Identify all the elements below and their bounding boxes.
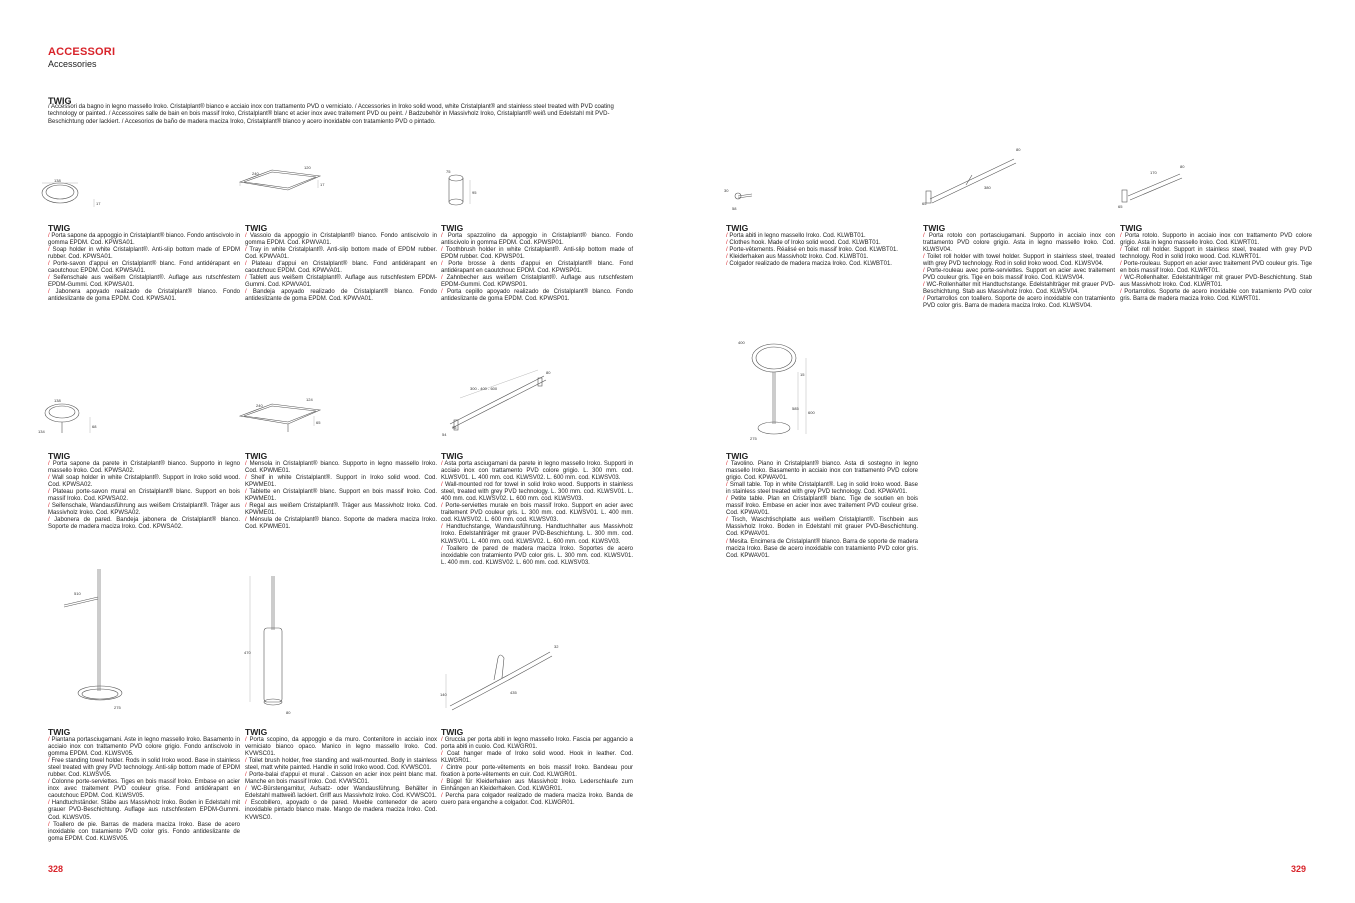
desc-it: Asta porta asciugamani da parete in legno massello Iroko. Supporti in acciaio inox con trattamento PVD colore grigio. L. 300 mm. cod. KLWSV01. L. 400 mm. cod. KLWSV02. L. 600 mm. cod. KLWSV03. xyxy=(441,461,633,482)
desc-fr: Porte brosse à dents d'appui en Cristalplant® blanc. Fond antidérapant en caoutchouc EPDM. Cod. KPWSP01. xyxy=(441,261,634,275)
drawing-toothbrush-holder xyxy=(440,168,490,213)
dim-label: 510 xyxy=(74,591,81,596)
dim-label: 65 xyxy=(922,201,927,206)
desc-fr: Petite table. Plan en Cristalplant® blanc. Tige de soutien en bois massif Iroko. Embase en acier inox avec traitement PVD couleur grise. Cod. KPWAV01. xyxy=(726,496,918,517)
desc-de: WC-Bürstengarnitur, Aufsatz- oder Wandausführung. Behälter in Edelstahl mattweiß lackiert. Griff aus Massivholz Iroko. Cod. KVWSC01. xyxy=(245,786,437,800)
product-title: TWIG xyxy=(726,223,749,233)
desc-de: Handtuchständer. Stäbe aus Massivholz Iroko. Boden in Edelstahl mit grauer PVD-Beschichtung. Auflage aus rutschfestem EPDM-Gummi. Cod. KLWSV05. xyxy=(48,800,240,821)
dim-label: 32 xyxy=(554,644,559,649)
desc-fr: Tablette en Cristalplant® blanc. Support en bois massif Iroko. Cod. KPWME01. xyxy=(245,489,437,503)
dim-label: 68 xyxy=(92,424,97,429)
dim-label: 75 xyxy=(446,169,451,174)
desc-en: Wall soap holder in white Cristalplant®. Support in Iroko solid wood. Cod. KPWSA02. xyxy=(48,475,241,489)
desc-en: Shelf in white Cristalplant®. Support in Iroko solid wood. Cod. KPWME01. xyxy=(245,475,437,489)
dim-label: 380 xyxy=(984,185,991,190)
page-number-left: 328 xyxy=(48,864,64,874)
product-title: TWIG xyxy=(923,223,946,233)
desc-fr: Plateau porte-savon mural en Cristalplant® blanc. Support en bois massif Iroko. Cod. KPWSA02. xyxy=(48,489,241,503)
desc-it: Porta sapone da appoggio in Cristalplant® bianco. Fondo antiscivolo in gomma EPDM. Cod. KPWSA01. xyxy=(48,233,240,247)
dim-label: 54 xyxy=(442,432,447,437)
desc-it: Tavolino. Piano in Cristalplant® bianco. Asta di sostegno in legno massello Iroko. Basamento in acciaio inox con trattamento PVD colore grigio. Cod. KPWAV01. xyxy=(726,461,918,482)
product-sc01: TWIG / Porta scopino, da appoggio e da muro. Contenitore in acciaio inox verniciato bianco opaco. Manico in legno massello Iroko. Cod. KVWSC01. / Toilet brush holder, free standing and wall-mounted. Body in stainless steel, matt white painted. Handle in solid Iroko wood. Cod. KVWSC01. / Porte-balai d'appui et mural . Caisson en acier inox peint blanc mat. Manche en bois massif Iroko. Cod. KVWSC01. / WC-Bürstengarnitur, Aufsatz- oder Wandausführung. Behälter in Edelstahl mattweiß lackiert. Griff aus Massivholz Iroko. Cod. KVWSC01. / Escobillero, apoyado o de pared. Mueble contenedor de acero inoxidable pintado blanco mate. Mango de madera maciza Iroko. Cod. KVWSC0. xyxy=(245,727,438,821)
dim-label: 30 xyxy=(724,188,729,193)
product-gr01: TWIG / Gruccia per porta abiti in legno massello Iroko. Fascia per aggancio a porta abiti in cuoio. Cod. KLWGR01. / Coat hanger made of Iroko solid wood. Hook in leather. Cod. KLWGR01. / Cintre pour porte-vêtements en bois massif Iroko. Bandeau pour fixation à porte-vêtements en cuir. Cod. KLWGR01. / Bügel für Kleiderhaken aus Massivholz Iroko. Lederschlaufe zum Einhängen an Kleiderhaken. Cod. KLWGR01. / Percha para colgador realizado de madera maciza Iroko. Banda de cuero para enganche a colgador. Cod. KLWGR01. xyxy=(441,727,633,807)
intro-text: / Accessori da bagno in legno massello Iroko. Cristalplant® bianco e acciaio inox con trattamento PVD o verniciato. / Accessories in Iroko solid wood, white Cristalplant® and stainless steel treated with PVD coating technology or painted. / Accessoires salle de bain en bois massif Iroko, Cristalplant® blanc et acier inox avec traitement PVD ou peint. / Badzubehör in Massivholz Iroko, Cristalplant® weiß und Edelstahl mit PVD-Beschichtung oder lackiert. / Accesorios de baño de madera maciza Iroko, Cristalplant® blanco y acero inoxidable con tratamiento PVD o pintado. xyxy=(48,104,614,125)
desc-fr: Porte-balai d'appui et mural . Caisson en acier inox peint blanc mat. Manche en bois massif Iroko. Cod. KVWSC01. xyxy=(245,772,437,786)
dim-label: 80 xyxy=(286,710,291,715)
desc-es: Mesita. Encimera de Cristalplant® blanco. Barra de soporte de madera maciza Iroko. Base de acero inoxidable con tratamiento PVD color gris. Cod. KPWAV01. xyxy=(726,538,918,559)
product-title: TWIG xyxy=(245,451,268,461)
desc-en: Toilet brush holder, free standing and wall-mounted. Body in stainless steel, matt white painted. Handle in solid Iroko wood. Cod. KVWSC01. xyxy=(245,758,438,772)
drawing-clothes-hook xyxy=(722,184,772,214)
desc-en: Small table. Top in white Cristalplant®. Leg in solid Iroko wood. Base in stainless steel treated with grey PVD technology. Cod. KPWAV01. xyxy=(726,482,918,496)
product-title: TWIG xyxy=(726,451,749,461)
dim-label: 120 xyxy=(304,165,311,170)
desc-en: Tray in white Cristalplant®. Anti-slip bottom made of EPDM rubber. Cod. KPWVA01. xyxy=(245,247,438,261)
dim-label: 138 xyxy=(54,178,61,183)
desc-en: Free standing towel holder. Rods in solid Iroko wood. Base in stainless steel treated with grey PVD technology. Anti-slip bottom made of EPDM rubber. Cod. KLWSV05. xyxy=(48,758,240,779)
desc-fr: Porte-serviettes murale en bois massif Iroko. Support en acier avec traitement PVD couleur gris. L. 300 mm. cod. KLWSV01. L. 400 mm. cod. KLWSV02. L. 600 mm. cod. KLWSV03. xyxy=(441,503,633,524)
desc-es: Toallero de pared de madera maciza Iroko. Soportes de acero inoxidable con tratamiento PVD color gris. L. 300 mm. cod. KLWSV01. L. 400 mm. cod. KLWSV02. L. 600 mm. cod. KLWSV03. xyxy=(441,545,634,566)
dim-label: 80 xyxy=(546,370,551,375)
desc-en: Soap holder in white Cristalplant®. Anti-slip bottom made of EPDM rubber. Cod. KPWSA01. xyxy=(48,247,240,261)
dim-label: 15 xyxy=(800,372,805,377)
dim-label: 140 xyxy=(440,692,447,697)
desc-fr: Porte-vêtements. Réalisé en bois massif Iroko. Cod. KLWBT01. xyxy=(729,247,898,254)
product-sv03: TWIG / Asta porta asciugamani da parete in legno massello Iroko. Supporti in acciaio inox con trattamento PVD colore grigio. L. 300 mm. cod. KLWSV01. L. 400 mm. cod. KLWSV02. L. 600 mm. cod. KLWSV03. / Wall-mounted rod for towel in solid Iroko wood. Supports in stainless steel, treated with grey PVD technology. L. 300 mm. cod. KLWSV01. L. 400 mm. cod. KLWSV02. L. 600 mm. cod. KLWSV03. / Porte-serviettes murale en bois massif Iroko. Support en acier avec traitement PVD couleur gris. L. 300 mm. cod. KLWSV01. L. 400 mm. cod. KLWSV02. L. 600 mm. cod. KLWSV03. / Handtuchstange, Wandausführung. Handtuchhalter aus Massivholz Iroko. Edelstahlträger mit grauer PVD-Beschichtung. L. 300 mm. cod. KLWSV01. L. 400 mm. cod. KLWSV02. L. 600 mm. cod. KLWSV03. / Toallero de pared de madera maciza Iroko. Soportes de acero inoxidable con tratamiento PVD color gris. L. 300 mm. cod. KLWSV01. L. 400 mm. cod. KLWSV02. L. 600 mm. cod. KLWSV03. xyxy=(441,451,634,566)
desc-de: Seifenschale, Wandausführung aus weißem Cristalplant®. Träger aus Massivholz Iroko. Cod. KPWSA02. xyxy=(48,503,240,517)
dim-label: 600 xyxy=(808,410,815,415)
dim-label: 275 xyxy=(750,436,757,441)
desc-en: Coat hanger made of Iroko solid wood. Hook in leather. Cod. KLWGR01. xyxy=(441,751,633,765)
desc-de: Kleiderhaken aus Massivholz Iroko. Cod. KLWBT01. xyxy=(729,254,869,261)
product-sa02: TWIG / Porta sapone da parete in Cristalplant® bianco. Supporto in legno massello Iroko. Cod. KPWSA02. / Wall soap holder in white Cristalplant®. Support in Iroko solid wood. Cod. KPWSA02. / Plateau porte-savon mural en Cristalplant® blanc. Support en bois massif Iroko. Cod. KPWSA02. / Seifenschale, Wandausführung aus weißem Cristalplant®. Träger aus Massivholz Iroko. Cod. KPWSA02. / Jabonera de pared. Bandeja jabonera de Cristalplant® blanco. Soporte de madera maciza Iroko. Cod. KPWSA02. xyxy=(48,451,241,531)
drawing-shelf xyxy=(232,392,327,437)
desc-de: Seifenschale aus weißem Cristalplant®. Auflage aus rutschfestem EPDM-Gummi. Cod. KPWSA01. xyxy=(48,275,240,289)
dim-label: 65 xyxy=(1118,204,1123,209)
desc-en: Toilet roll holder. Support in stainless steel, treated with grey PVD technology. Rod in solid Iroko wood. Cod. KLWRT01. xyxy=(1120,247,1312,261)
dim-label: 17 xyxy=(96,201,101,206)
product-kva01: TWIG / Vassoio da appoggio in Cristalplant® bianco. Fondo antiscivolo in gomma EPDM. Cod. KPWVA01. / Tray in white Cristalplant®. Anti-slip bottom made of EPDM rubber. Cod. KPWVA01. / Plateau d'appui en Cristalplant® blanc. Fond antidérapant en caoutchouc EPDM. Cod. KPWVA01. / Tablett aus weißem Cristalplant®. Auflage aus rutschfestem EPDM-Gummi. Cod. KPWVA01. / Bandeja apoyado realizado de Cristalplant® blanco. Fondo antideslizante de goma EPDM. Cod. KPWVA01. xyxy=(245,223,438,303)
desc-de: Bügel für Kleiderhaken aus Massivholz Iroko. Lederschlaufe zum Einhängen an Kleiderhaken. Cod. KLWGR01. xyxy=(441,779,633,793)
dim-label: 17 xyxy=(320,182,325,187)
dim-label: 585 xyxy=(792,406,799,411)
dim-label: 275 xyxy=(114,705,121,710)
product-rt01: TWIG / Porta rotolo. Supporto in acciaio inox con trattamento PVD colore grigio. Asta in legno massello Iroko. Cod. KLWRT01. / Toilet roll holder. Support in stainless steel, treated with grey PVD technology. Rod in solid Iroko wood. Cod. KLWRT01. / Porte-rouleau. Support en acier avec traitement PVD couleur gris. Tige en bois massif Iroko. Cod. KLWRT01. / WC-Rollenhalter. Edelstahlträger mit grauer PVD-Beschichtung. Stab aus Massivholz Iroko. Cod. KLWRT01. / Portarrollos. Soporte de acero inoxidable con tratamiento PVD color gris. Barra de madera maciza Iroko. Cod. KLWRT01. xyxy=(1120,223,1312,303)
desc-it: Vassoio da appoggio in Cristalplant® bianco. Fondo antiscivolo in gomma EPDM. Cod. KPWVA01. xyxy=(245,233,437,247)
product-title: TWIG xyxy=(441,727,464,737)
drawing-towel-stand xyxy=(60,563,140,713)
product-title: TWIG xyxy=(48,451,71,461)
drawing-tray xyxy=(232,162,327,202)
drawing-wall-soap-holder xyxy=(34,395,114,440)
desc-fr: Porte-rouleau. Support en acier avec traitement PVD couleur gris. Tige en bois massif Iroko. Cod. KLWRT01. xyxy=(1120,261,1312,275)
desc-fr: Colonne porte-serviettes. Tiges en bois massif Iroko. Embase en acier inox avec traitement PVD couleur grise. Fond antidérapant en caoutchouc EPDM. Cod. KLWSV05. xyxy=(48,779,240,800)
desc-es: Toallero de pie. Barras de madera maciza Iroko. Base de acero inoxidable con tratamiento PVD color gris. Fondo antideslizante de goma EPDM. Cod. KLWSV05. xyxy=(48,821,240,842)
section-subtitle: Accessories xyxy=(48,59,97,69)
desc-de: WC-Rollenhalter. Edelstahlträger mit grauer PVD-Beschichtung. Stab aus Massivholz Iroko. Cod. KLWRT01. xyxy=(1120,275,1312,289)
product-ksp01: TWIG / Porta spazzolino da appoggio in Cristalplant® bianco. Fondo antiscivolo in gomma EPDM. Cod. KPWSP01. / Toothbrush holder in white Cristalplant®. Anti-slip bottom made of EPDM rubber. Cod. KPWSP01. / Porte brosse à dents d'appui en Cristalplant® blanc. Fond antidérapant en caoutchouc EPDM. Cod. KPWSP01. / Zahnbecher aus weißem Cristalplant®. Auflage aus rutschfestem EPDM-Gummi. Cod. KPWSP01. / Porta cepillo apoyado realizado de Cristalplant® blanco. Fondo antideslizante de goma EPDM. Cod. KPWSP01. xyxy=(441,223,634,303)
dim-label: 435 xyxy=(510,690,517,695)
desc-de: Handtuchstange, Wandausführung. Handtuchhalter aus Massivholz Iroko. Edelstahlträger mit grauer PVD-Beschichtung. L. 300 mm. cod. KLWSV01. L. 400 mm. cod. KLWSV02. L. 600 mm. cod. KLWSV03. xyxy=(441,524,634,545)
dim-label: 75 xyxy=(452,425,457,430)
product-sv05: TWIG / Piantana portasciugamani. Aste in legno massello Iroko. Basamento in acciaio inox con trattamento PVD colore grigio. Fondo antiscivolo in gomma EPDM. Cod. KLWSV05. / Free standing towel holder. Rods in solid Iroko wood. Base in stainless steel treated with grey PVD technology. Anti-slip bottom made of EPDM rubber. Cod. KLWSV05. / Colonne porte-serviettes. Tiges en bois massif Iroko. Embase en acier inox avec traitement PVD couleur grise. Fond antidérapant en caoutchouc EPDM. Cod. KLWSV05. / Handtuchständer. Stäbe aus Massivholz Iroko. Boden in Edelstahl mit grauer PVD-Beschichtung. Auflage aus rutschfestem EPDM-Gummi. Cod. KLWSV05. / Toallero de pie. Barras de madera maciza Iroko. Base de acero inoxidable con tratamiento PVD color gris. Fondo antideslizante de goma EPDM. Cod. KLWSV05. xyxy=(48,727,240,842)
dim-label: 138 xyxy=(54,398,61,403)
dim-label: 240 xyxy=(252,171,259,176)
desc-es: Portarrollos. Soporte de acero inoxidable con tratamiento PVD color gris. Barra de madera maciza Iroko. Cod. KLWRT01. xyxy=(1120,289,1312,303)
desc-fr: Plateau d'appui en Cristalplant® blanc. Fond antidérapant en caoutchouc EPDM. Cod. KPWVA01. xyxy=(245,261,437,275)
product-title: TWIG xyxy=(441,223,464,233)
desc-es: Percha para colgador realizado de madera maciza Iroko. Banda de cuero para enganche a colgador. Cod. KLWGR01. xyxy=(441,793,633,807)
dim-label: 134 xyxy=(38,429,45,434)
desc-es: Jabonera de pared. Bandeja jabonera de Cristalplant® blanco. Soporte de madera maciza Iroko. Cod. KPWSA02. xyxy=(48,517,240,531)
dim-label: 170 xyxy=(1150,170,1157,175)
desc-en: Clothes hook. Made of Iroko solid wood. Cod. KLWBT01. xyxy=(729,240,881,247)
desc-es: Jabonera apoyado realizado de Cristalplant® blanco. Fondo antideslizante de goma EPDM. Cod. KPWSA01. xyxy=(48,289,240,303)
desc-de: Zahnbecher aus weißem Cristalplant®. Auflage aus rutschfestem EPDM-Gummi. Cod. KPWSP01. xyxy=(441,275,633,289)
desc-de: Tablett aus weißem Cristalplant®. Auflage aus rutschfestem EPDM-Gummi. Cod. KPWVA01. xyxy=(245,275,437,289)
desc-it: Porta abiti in legno massello Iroko. Cod. KLWBT01. xyxy=(729,233,866,239)
drawing-towel-rod xyxy=(440,366,560,441)
drawing-toilet-roll xyxy=(1118,162,1198,212)
drawing-small-table xyxy=(730,332,830,447)
product-title: TWIG xyxy=(245,727,268,737)
desc-fr: Cintre pour porte-vêtements en bois massif Iroko. Bandeau pour fixation à porte-vêtements en cuir. Cod. KLWGR01. xyxy=(441,765,633,779)
product-ksa01: TWIG / Porta sapone da appoggio in Cristalplant® bianco. Fondo antiscivolo in gomma EPDM. Cod. KPWSA01. / Soap holder in white Cristalplant®. Anti-slip bottom made of EPDM rubber. Cod. KPWSA01. / Porte-savon d'appui en Cristalplant® blanc. Fond antidérapant en caoutchouc EPDM. Cod. KPWSA01. / Seifenschale aus weißem Cristalplant®. Auflage aus rutschfestem EPDM-Gummi. Cod. KPWSA01. / Jabonera apoyado realizado de Cristalplant® blanco. Fondo antideslizante de goma EPDM. Cod. KPWSA01. xyxy=(48,223,240,303)
dim-label: 124 xyxy=(306,397,313,402)
product-bt01: TWIG / Porta abiti in legno massello Iroko. Cod. KLWBT01. / Clothes hook. Made of Iroko solid wood. Cod. KLWBT01. / Porte-vêtements. Réalisé en bois massif Iroko. Cod. KLWBT01. / Kleiderhaken aus Massivholz Iroko. Cod. KLWBT01. / Colgador realizado de madera maciza Iroko. Cod. KLWBT01. xyxy=(726,224,918,268)
drawing-toilet-brush xyxy=(244,570,304,720)
dim-label: 300 - 400 - 600 xyxy=(470,386,498,391)
desc-de: WC-Rollenhalter mit Handtuchstange. Edelstahlträger mit grauer PVD-Beschichtung. Stab aus Massivholz Iroko. Cod. KLWSV04. xyxy=(923,282,1115,296)
desc-en: Toothbrush holder in white Cristalplant®. Anti-slip bottom made of EPDM rubber. Cod. KPWSP01. xyxy=(441,247,633,261)
desc-de: Regal aus weißem Cristalplant®. Träger aus Massivholz Iroko. Cod. KPWME01. xyxy=(245,503,437,517)
drawing-soap-holder xyxy=(34,175,114,215)
dim-label: 65 xyxy=(316,420,321,425)
desc-es: Bandeja apoyado realizado de Cristalplant® blanco. Fondo antideslizante de goma EPDM. Cod. KPWVA01. xyxy=(245,289,438,303)
drawing-coat-hanger xyxy=(440,640,570,720)
desc-es: Colgador realizado de madera maciza Iroko. Cod. KLWBT01. xyxy=(729,261,892,268)
product-title: TWIG xyxy=(245,223,268,233)
desc-es: Escobillero, apoyado o de pared. Mueble contenedor de acero inoxidable pintado blanco mate. Mango de madera maciza Iroko. Cod. KVWSC0. xyxy=(245,800,438,821)
desc-en: Toilet roll holder with towel holder. Support in stainless steel, treated with grey PVD technology. Rod in solid Iroko wood. Cod. KLWSV04. xyxy=(923,254,1115,268)
product-title: TWIG xyxy=(48,727,71,737)
product-title: TWIG xyxy=(48,223,71,233)
page-number-right: 329 xyxy=(1291,864,1307,874)
desc-it: Porta rotolo. Supporto in acciaio inox con trattamento PVD colore grigio. Asta in legno massello Iroko. Cod. KLWRT01. xyxy=(1120,233,1312,247)
dim-label: 470 xyxy=(244,650,251,655)
dim-label: 95 xyxy=(472,190,477,195)
desc-es: Porta cepillo apoyado realizado de Cristalplant® blanco. Fondo antideslizante de goma EPDM. Cod. KPWSP01. xyxy=(441,289,633,303)
product-sv04: TWIG / Porta rotolo con portasciugamani. Supporto in acciaio inox con trattamento PVD colore grigio. Asta in legno massello Iroko. Cod. KLWSV04. / Toilet roll holder with towel holder. Support in stainless steel, treated with grey PVD technology. Rod in solid Iroko wood. Cod. KLWSV04. / Porte-rouleau avec porte-serviettes. Support en acier avec traitement PVD couleur gris. Tige en bois massif Iroko. Cod. KLWSV04. / WC-Rollenhalter mit Handtuchstange. Edelstahlträger mit grauer PVD-Beschichtung. Stab aus Massivholz Iroko. Cod. KLWSV04. / Portarrollos con toallero. Soporte de acero inoxidable con tratamiento PVD color gris. Barra de madera maciza Iroko. Cod. KLWSV04. xyxy=(923,223,1115,310)
product-av01: TWIG / Tavolino. Piano in Cristalplant® bianco. Asta di sostegno in legno massello Iroko. Basamento in acciaio inox con trattamento PVD colore grigio. Cod. KPWAV01. / Small table. Top in white Cristalplant®. Leg in solid Iroko wood. Base in stainless steel treated with grey PVD technology. Cod. KPWAV01. / Petite table. Plan en Cristalplant® blanc. Tige de soutien en bois massif Iroko. Embase en acier inox avec traitement PVD couleur grise. Cod. KPWAV01. / Tisch, Waschtischplatte aus weißem Cristalplant®. Tischbein aus Massivholz Iroko. Boden in Edelstahl mit grauer PVD-Beschichtung. Cod. KPWAV01. / Mesita. Encimera de Cristalplant® blanco. Barra de soporte de madera maciza Iroko. Base de acero inoxidable con tratamiento PVD color gris. Cod. KPWAV01. xyxy=(726,451,918,559)
desc-es: Ménsula de Cristalplant® blanco. Soporte de madera maciza Iroko. Cod. KPWME01. xyxy=(245,517,437,531)
product-title: TWIG xyxy=(1120,223,1143,233)
dim-label: 80 xyxy=(1180,164,1185,169)
dim-label: 240 xyxy=(256,403,263,408)
desc-de: Tisch, Waschtischplatte aus weißem Cristalplant®. Tischbein aus Massivholz Iroko. Boden in Edelstahl mit grauer PVD-Beschichtung. Cod. KPWAV01. xyxy=(726,517,918,538)
desc-fr: Porte-rouleau avec porte-serviettes. Support en acier avec traitement PVD couleur gris. Tige en bois massif Iroko. Cod. KLWSV04. xyxy=(923,268,1115,282)
desc-it: Mensola in Cristalplant® bianco. Supporto in legno massello Iroko. Cod. KPWME01. xyxy=(245,461,437,475)
dim-label: 58 xyxy=(732,206,737,211)
desc-es: Portarrollos con toallero. Soporte de acero inoxidable con tratamiento PVD color gris. Barra de madera maciza Iroko. Cod. KLWSV04. xyxy=(923,296,1115,310)
desc-it: Porta rotolo con portasciugamani. Supporto in acciaio inox con trattamento PVD colore grigio. Asta in legno massello Iroko. Cod. KLWSV04. xyxy=(923,233,1115,254)
product-me01: TWIG / Mensola in Cristalplant® bianco. Supporto in legno massello Iroko. Cod. KPWME01. / Shelf in white Cristalplant®. Support in Iroko solid wood. Cod. KPWME01. / Tablette en Cristalplant® blanc. Support en bois massif Iroko. Cod. KPWME01. / Regal aus weißem Cristalplant®. Träger aus Massivholz Iroko. Cod. KPWME01. / Ménsula de Cristalplant® blanco. Soporte de madera maciza Iroko. Cod. KPWME01. xyxy=(245,451,437,531)
section-title: ACCESSORI xyxy=(48,46,116,58)
desc-it: Piantana portasciugamani. Aste in legno massello Iroko. Basamento in acciaio inox con trattamento PVD colore grigio. Fondo antiscivolo in gomma EPDM. Cod. KLWSV05. xyxy=(48,737,240,758)
desc-it: Gruccia per porta abiti in legno massello Iroko. Fascia per aggancio a porta abiti in cuoio. Cod. KLWGR01. xyxy=(441,737,633,751)
dim-label: 80 xyxy=(1016,147,1021,152)
desc-it: Porta scopino, da appoggio e da muro. Contenitore in acciaio inox verniciato bianco opaco. Manico in legno massello Iroko. Cod. KVWSC01. xyxy=(245,737,437,758)
desc-en: Wall-mounted rod for towel in solid Iroko wood. Supports in stainless steel, treated with grey PVD technology. L. 300 mm. cod. KLWSV01. L. 400 mm. cod. KLWSV02. L. 600 mm. cod. KLWSV03. xyxy=(441,482,633,503)
desc-it: Porta sapone da parete in Cristalplant® bianco. Supporto in legno massello Iroko. Cod. KPWSA02. xyxy=(48,461,240,475)
desc-fr: Porte-savon d'appui en Cristalplant® blanc. Fond antidérapant en caoutchouc EPDM. Cod. KPWSA01. xyxy=(48,261,240,275)
desc-it: Porta spazzolino da appoggio in Cristalplant® bianco. Fondo antiscivolo in gomma EPDM. Cod. KPWSP01. xyxy=(441,233,633,247)
dim-label: 400 xyxy=(738,340,745,345)
product-title: TWIG xyxy=(441,451,464,461)
intro-title: TWIG xyxy=(48,96,72,106)
drawing-toilet-roll-towel xyxy=(920,145,1030,210)
